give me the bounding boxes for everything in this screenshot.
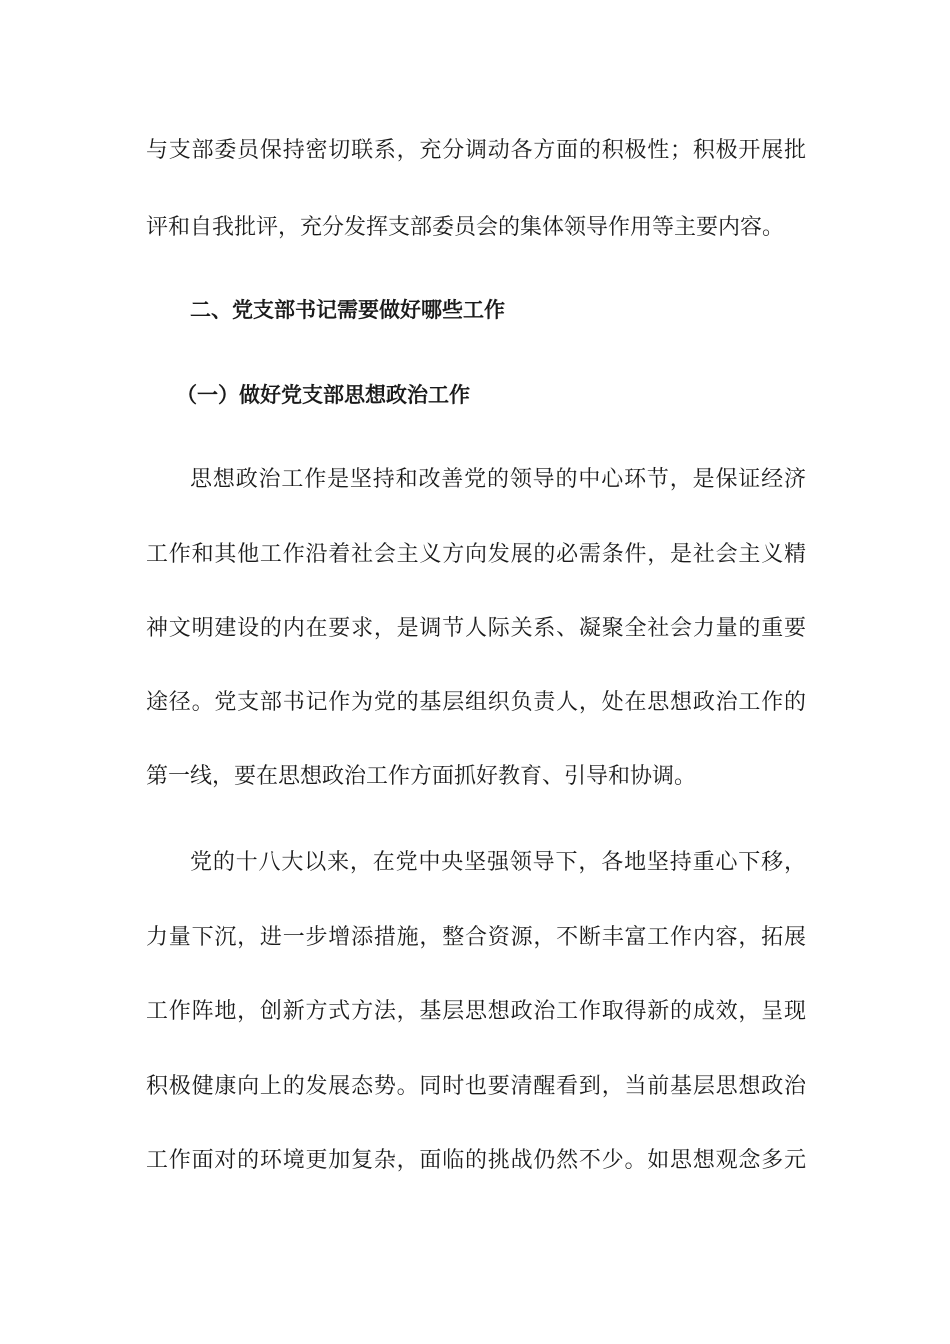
subsection-heading: （一）做好党支部思想政治工作 bbox=[176, 383, 470, 407]
text-line: 工作面对的环境更加复杂，面临的挑战仍然不少。如思想观念多元 bbox=[146, 1148, 806, 1173]
text-line: 第一线，要在思想政治工作方面抓好教育、引导和协调。 bbox=[146, 764, 697, 789]
text-line: 途径。党支部书记作为党的基层组织负责人，处在思想政治工作的 bbox=[146, 690, 806, 715]
text-line: 工作和其他工作沿着社会主义方向发展的必需条件，是社会主义精 bbox=[146, 542, 806, 567]
text-line: 积极健康向上的发展态势。同时也要清醒看到，当前基层思想政治 bbox=[146, 1074, 806, 1099]
text-line: 思想政治工作是坚持和改善党的领导的中心环节，是保证经济 bbox=[190, 467, 806, 492]
section-heading: 二、党支部书记需要做好哪些工作 bbox=[190, 298, 505, 322]
text-line: 力量下沉，进一步增添措施，整合资源，不断丰富工作内容，拓展 bbox=[146, 925, 806, 950]
text-line: 与支部委员保持密切联系，充分调动各方面的积极性；积极开展批 bbox=[146, 138, 806, 163]
text-line: 党的十八大以来，在党中央坚强领导下，各地坚持重心下移， bbox=[190, 850, 806, 875]
text-line: 神文明建设的内在要求，是调节人际关系、凝聚全社会力量的重要 bbox=[146, 616, 806, 641]
text-line: 工作阵地，创新方式方法，基层思想政治工作取得新的成效，呈现 bbox=[146, 999, 806, 1024]
text-line: 评和自我批评，充分发挥支部委员会的集体领导作用等主要内容。 bbox=[146, 215, 785, 240]
